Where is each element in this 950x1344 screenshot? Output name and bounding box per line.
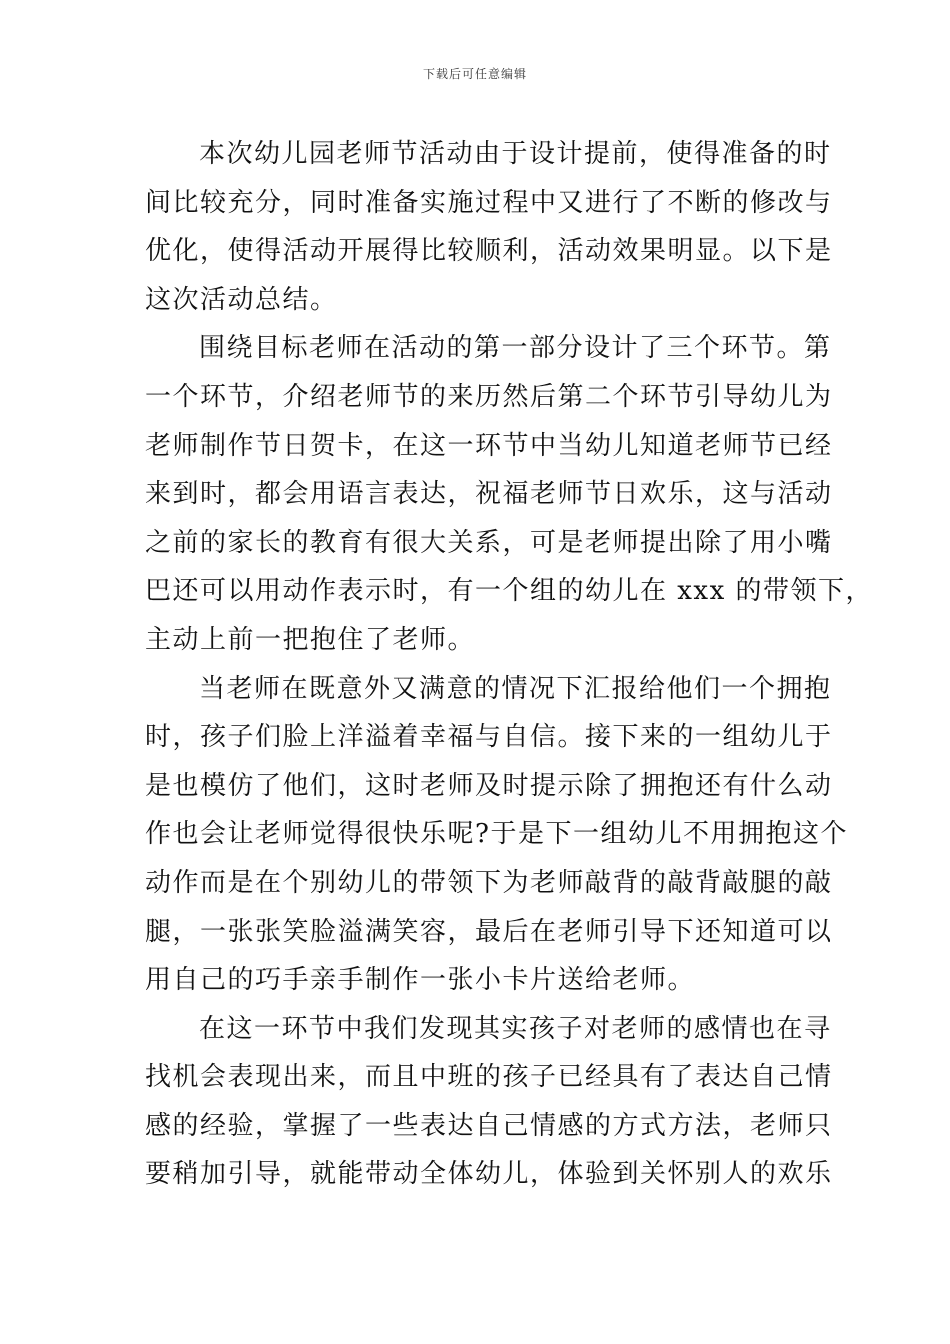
text-line: 主动上前一把抱住了老师。 <box>145 624 476 655</box>
document-body <box>145 130 874 1199</box>
paragraph-1 <box>145 130 833 324</box>
text-line: 之前的家长的教育有很大关系，可是老师提出除了用小嘴 <box>145 527 833 558</box>
text-line: 间比较充分，同时准备实施过程中又进行了不断的修改与 <box>145 187 833 218</box>
text-line: 腿，一张张笑脸溢满笑容，最后在老师引导下还知道可以 <box>145 916 833 947</box>
text-line: 要稍加引导，就能带动全体幼儿，体验到关怀别人的欢乐 <box>145 1159 833 1190</box>
paragraph-2 <box>145 324 874 664</box>
text-line: 围绕目标老师在活动的第一部分设计了三个环节。第 <box>199 333 832 364</box>
page-header: 下载后可任意编辑 <box>422 67 527 81</box>
paragraph-4 <box>145 1005 833 1199</box>
text-line: 是也模仿了他们，这时老师及时提示除了拥抱还有什么动 <box>145 770 833 801</box>
text-line: 优化，使得活动开展得比较顺利，活动效果明显。以下是 <box>145 236 833 267</box>
text-line: 这次活动总结。 <box>145 284 338 315</box>
paragraph-3 <box>145 665 848 1005</box>
text-line: 动作而是在个别幼儿的带领下为老师敲背的敲背敲腿的敲 <box>145 867 833 898</box>
text-line: 感的经验，掌握了一些表达自己情感的方式方法，老师只 <box>145 1110 833 1141</box>
text-line: 来到时，都会用语言表达，祝福老师节日欢乐，这与活动 <box>145 479 833 510</box>
text-line: 老师制作节日贺卡，在这一环节中当幼儿知道老师节已经 <box>145 430 833 461</box>
text-line: 时，孩子们脸上洋溢着幸福与自信。接下来的一组幼儿于 <box>145 722 833 753</box>
text-line: 本次幼儿园老师节活动由于设计提前，使得准备的时 <box>199 139 832 169</box>
text-line: 在这一环节中我们发现其实孩子对老师的感情也在寻 <box>199 1013 832 1044</box>
text-line: 巴还可以用动作表示时，有一个组的幼儿在 xxx 的带领下， <box>145 576 874 607</box>
text-line: 一个环节，介绍老师节的来历然后第二个环节引导幼儿为 <box>145 381 833 412</box>
text-line: 找机会表现出来，而且中班的孩子已经具有了表达自己情 <box>145 1062 833 1093</box>
text-line: 用自己的巧手亲手制作一张小卡片送给老师。 <box>145 965 696 996</box>
text-line: 作也会让老师觉得很快乐呢?于是下一组幼儿不用拥抱这个 <box>145 819 848 850</box>
text-line: 当老师在既意外又满意的情况下汇报给他们一个拥抱 <box>199 673 832 704</box>
